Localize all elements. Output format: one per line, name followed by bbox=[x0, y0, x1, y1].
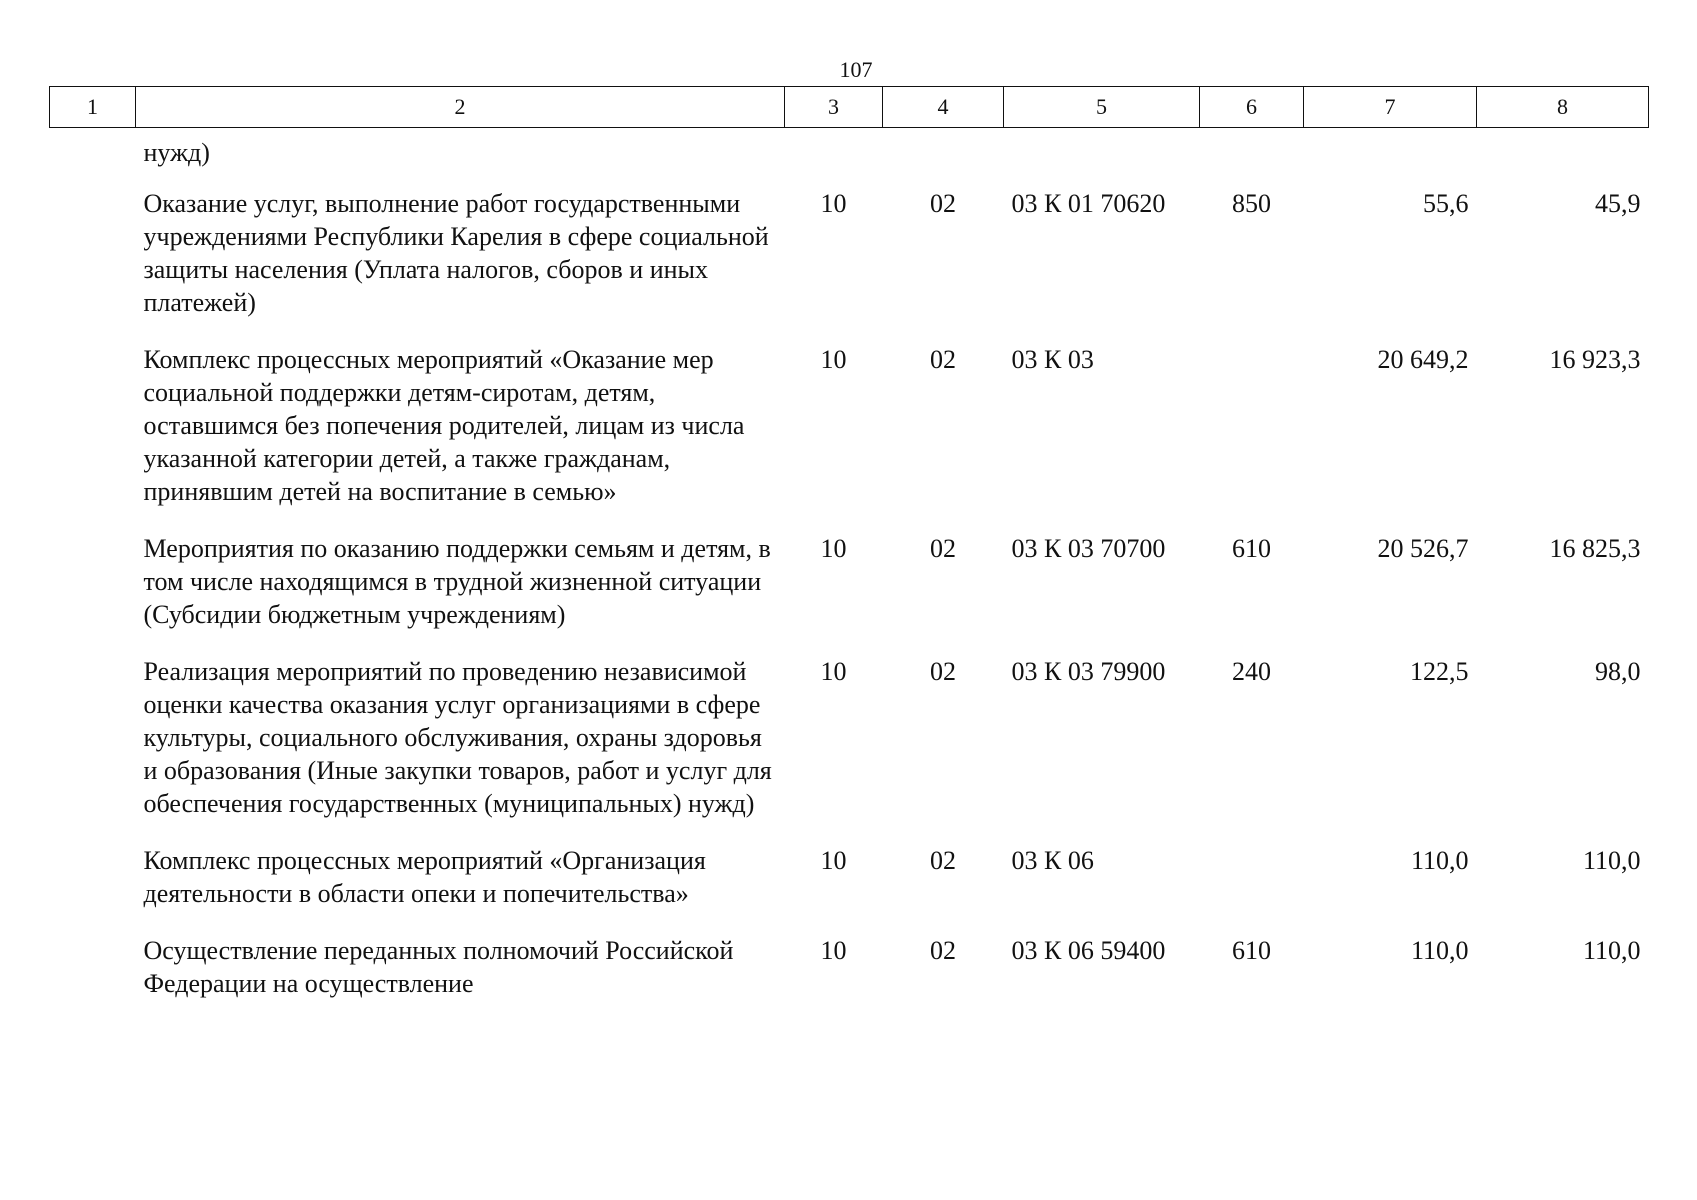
column-header-3: 3 bbox=[785, 87, 883, 128]
amount-2: 16 923,3 bbox=[1549, 345, 1641, 374]
item-name: Осуществление переданных полномочий Российской Федерации на осуществление bbox=[143, 936, 734, 998]
target-article-code: 03 К 06 59400 bbox=[1011, 936, 1166, 965]
column-header-7: 7 bbox=[1304, 87, 1477, 128]
expense-type-code: 610 bbox=[1232, 534, 1271, 563]
expense-type-code: 850 bbox=[1232, 189, 1271, 218]
amount-2: 98,0 bbox=[1595, 657, 1641, 686]
continuation-text: нужд) bbox=[143, 138, 210, 167]
target-article-code: 03 К 03 79900 bbox=[1011, 657, 1166, 686]
expense-type-code: 240 bbox=[1232, 657, 1271, 686]
subsection-code: 02 bbox=[930, 534, 956, 563]
amount-1: 20 649,2 bbox=[1377, 345, 1469, 374]
section-code: 10 bbox=[820, 657, 847, 686]
subsection-code: 02 bbox=[930, 189, 956, 218]
amount-2: 45,9 bbox=[1595, 189, 1641, 218]
column-header-6: 6 bbox=[1200, 87, 1304, 128]
page-number: 107 bbox=[839, 57, 873, 82]
column-header-8: 8 bbox=[1477, 87, 1649, 128]
table-row bbox=[50, 922, 1649, 1012]
subsection-code: 02 bbox=[930, 657, 956, 686]
section-code: 10 bbox=[820, 534, 847, 563]
amount-1: 122,5 bbox=[1410, 657, 1469, 686]
section-code: 10 bbox=[820, 936, 847, 965]
table-row bbox=[50, 175, 1649, 331]
target-article-code: 03 К 03 bbox=[1011, 345, 1094, 374]
item-name: Мероприятия по оказанию поддержки семьям и детям, в том числе находящимся в трудной жизненной ситуации (Субсидии бюджетным учреждениям) bbox=[143, 534, 771, 629]
table-header bbox=[50, 87, 1649, 128]
expense-type-code bbox=[1200, 832, 1304, 922]
amount-1: 20 526,7 bbox=[1377, 534, 1469, 563]
column-header-1: 1 bbox=[50, 87, 136, 128]
subsection-code: 02 bbox=[930, 345, 956, 374]
target-article-code: 03 К 01 70620 bbox=[1011, 189, 1166, 218]
table-row bbox=[50, 520, 1649, 643]
amount-1: 55,6 bbox=[1423, 189, 1469, 218]
item-name: Комплекс процессных мероприятий «Организация деятельности в области опеки и попечительства» bbox=[143, 846, 706, 908]
target-article-code: 03 К 03 70700 bbox=[1011, 534, 1166, 563]
table-body bbox=[50, 128, 1649, 1013]
table-row bbox=[50, 331, 1649, 520]
amount-1: 110,0 bbox=[1410, 936, 1469, 965]
column-header-2: 2 bbox=[136, 87, 785, 128]
section-code: 10 bbox=[820, 345, 847, 374]
item-name: Оказание услуг, выполнение работ государственными учреждениями Республики Карелия в сфере социальной защиты населения (Уплата налогов, сборов и иных платежей) bbox=[143, 189, 769, 317]
column-number-row bbox=[50, 87, 1649, 128]
column-header-4: 4 bbox=[883, 87, 1004, 128]
subsection-code: 02 bbox=[930, 846, 956, 875]
expense-type-code bbox=[1200, 331, 1304, 520]
amount-2: 110,0 bbox=[1582, 936, 1641, 965]
table-row bbox=[50, 832, 1649, 922]
subsection-code: 02 bbox=[930, 936, 956, 965]
item-name: Реализация мероприятий по проведению независимой оценки качества оказания услуг организациями в сфере культуры, социального обслуживания, охраны здоровья и образования (Иные закупки товаров, работ и услуг для обеспечения государственных (муниципальных) нужд) bbox=[143, 657, 772, 818]
section-code: 10 bbox=[820, 846, 847, 875]
table-row bbox=[50, 643, 1649, 832]
column-header-5: 5 bbox=[1004, 87, 1200, 128]
amount-2: 16 825,3 bbox=[1549, 534, 1641, 563]
amount-1: 110,0 bbox=[1410, 846, 1469, 875]
continuation-row bbox=[50, 128, 1649, 176]
item-name: Комплекс процессных мероприятий «Оказание мер социальной поддержки детям-сиротам, детям, оставшимся без попечения родителей, лицам из числа указанной категории детей, а также гражданам, принявшим детей на воспитание в семью» bbox=[143, 345, 745, 506]
budget-table bbox=[49, 86, 1649, 1012]
amount-2: 110,0 bbox=[1582, 846, 1641, 875]
target-article-code: 03 К 06 bbox=[1011, 846, 1094, 875]
section-code: 10 bbox=[820, 189, 847, 218]
expense-type-code: 610 bbox=[1232, 936, 1271, 965]
